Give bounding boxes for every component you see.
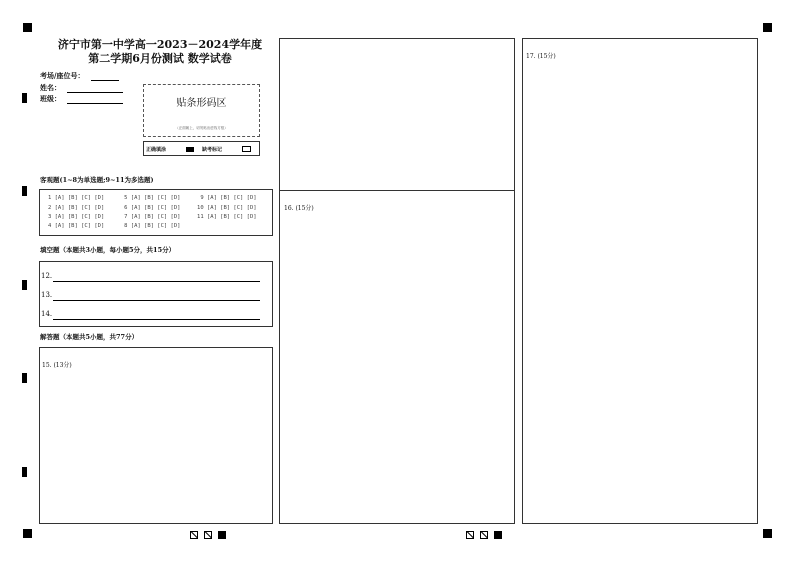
fill-blank-box [39,261,273,327]
question-15-label: 15. (13分) [42,362,72,369]
mc-row[interactable]: 1 [A] [B] [C] [D] 5 [A] [B] [C] [D] 9 [A] [B] [C] [D] [48,195,257,201]
seat-input-line[interactable] [91,73,119,81]
page-mark-icon [218,531,226,539]
answer-box-q16[interactable] [279,190,515,524]
blank-answer-line[interactable] [53,319,260,320]
answer-box-q14-continued[interactable] [279,38,515,191]
blank-item-label: 12. [41,272,53,280]
timing-mark [22,467,27,477]
barcode-area [143,84,260,137]
answer-box-q15[interactable] [39,347,273,524]
page-mark-icon [480,531,488,539]
blank-answer-line[interactable] [53,300,260,301]
corner-mark-top-right [763,23,772,32]
page-mark-icon [494,531,502,539]
seat-label: 考场/座位号： [40,71,85,80]
correct-fill-sample [186,147,194,152]
corner-mark-top-left [23,23,32,32]
page-mark-icon [204,531,212,539]
objective-answer-box [39,189,273,236]
page-mark-icon [190,531,198,539]
page-mark-icon [466,531,474,539]
timing-mark [22,373,27,383]
timing-mark [22,186,27,196]
answer-heading: 解答题（本题共5小题，共77分） [40,333,139,341]
fill-blank-heading: 填空题（本题共3小题，每小题5分，共15分） [40,246,176,254]
name-input-line[interactable] [67,85,123,93]
corner-mark-bottom-right [763,529,772,538]
barcode-label: 贴条形码区 [176,98,227,109]
objective-heading: 客观题(1~8为单选题;9~11为多选题) [40,176,154,184]
page-title-line1: 济宁市第一中学高一2023－2024学年度 [57,38,263,51]
blank-item-label: 14. [41,310,53,318]
barcode-note: （正面朝上，切勿贴出虚线方框） [175,126,228,130]
question-17-label: 17. (15分) [526,53,556,60]
page-title-line2: 第二学期6月份测试 数学试卷 [88,52,232,65]
absent-mark-checkbox[interactable] [242,146,251,152]
absent-mark-label: 缺考标记 [202,147,223,153]
answer-box-q17[interactable] [522,38,758,524]
fill-legend [143,141,260,156]
timing-mark [22,93,27,103]
mc-row[interactable]: 3 [A] [B] [C] [D] 7 [A] [B] [C] [D] 11 [A] [B] [C] [D] [48,214,257,220]
timing-mark [22,280,27,290]
name-field[interactable] [40,83,123,93]
name-label: 姓名： [40,83,61,92]
seat-field[interactable] [40,71,119,81]
blank-item-label: 13. [41,291,53,299]
class-input-line[interactable] [67,96,123,104]
correct-fill-label: 正确填涂 [146,147,167,153]
class-label: 班级： [40,94,61,103]
blank-answer-line[interactable] [53,281,260,282]
mc-row[interactable]: 2 [A] [B] [C] [D] 6 [A] [B] [C] [D] 10 [A] [B] [C] [D] [48,205,257,211]
corner-mark-bottom-left [23,529,32,538]
question-16-label: 16. (15分) [284,205,314,212]
class-field[interactable] [40,94,123,104]
mc-row[interactable]: 4 [A] [B] [C] [D] 8 [A] [B] [C] [D] [48,223,181,229]
